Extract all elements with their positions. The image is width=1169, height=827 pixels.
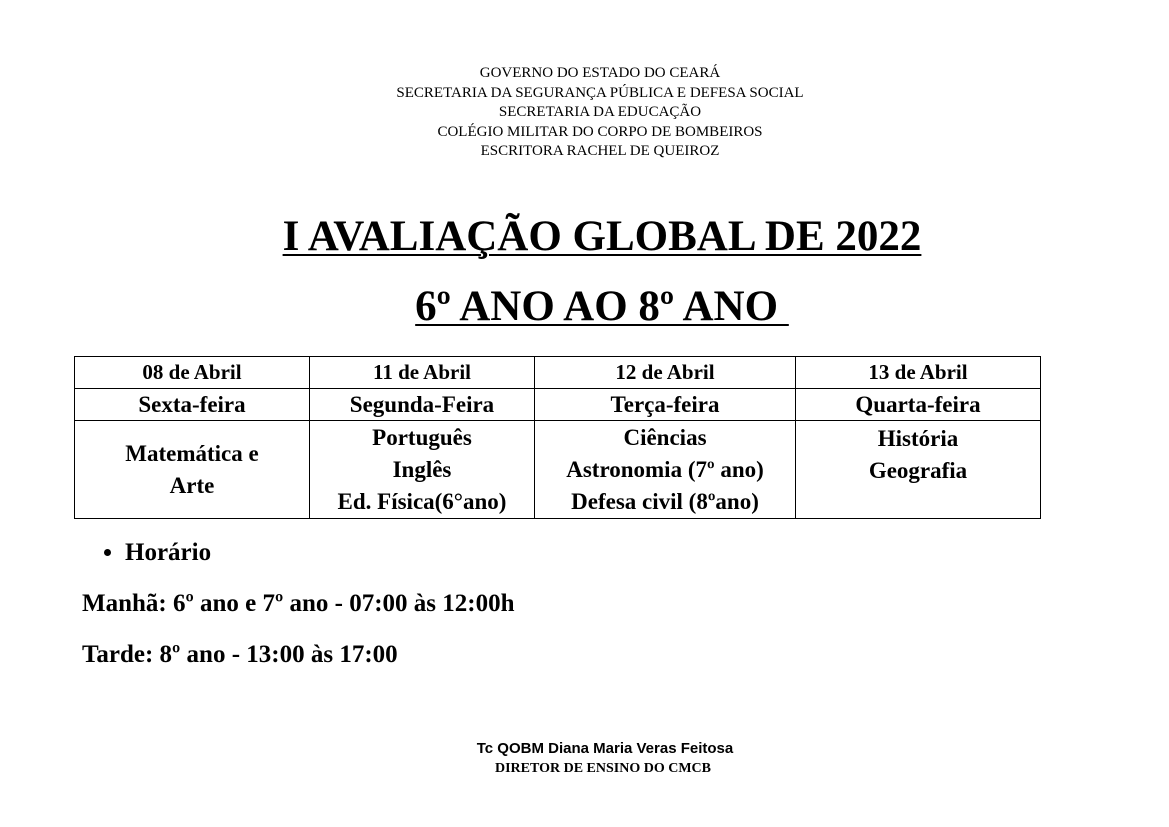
signature-name: Tc QOBM Diana Maria Veras Feitosa [476, 740, 734, 757]
table-row-subjects [75, 421, 1041, 519]
bullet-icon [104, 549, 111, 556]
subjects-cell [75, 421, 310, 519]
subject-line: Geografia [868, 458, 968, 483]
table-row-dates [75, 357, 1041, 389]
weekday-cell: Terça-feira [535, 389, 796, 421]
subject-line: Ciências [623, 424, 707, 450]
exam-schedule-table [74, 356, 1041, 519]
morning-schedule: Manhã: 6º ano e 7º ano - 07:00 às 12:00h [82, 590, 515, 617]
subject-line: Matemática e [125, 440, 259, 466]
subject-line: Astronomia (7º ano) [566, 456, 764, 482]
document-subtitle: 6º ANO AO 8º ANO [415, 283, 789, 330]
document-header [0, 64, 1169, 162]
table-row-weekdays [75, 389, 1041, 421]
horario-label: Horário [125, 539, 212, 566]
date-cell: 12 de Abril [535, 357, 796, 389]
date-cell: 13 de Abril [796, 357, 1041, 389]
weekday-cell: Segunda-Feira [310, 389, 535, 421]
signature-role: DIRETOR DE ENSINO DO CMCB [495, 761, 711, 776]
header-line-government: GOVERNO DO ESTADO DO CEARÁ [479, 65, 721, 81]
header-line-education-secretariat: SECRETARIA DA EDUCAÇÃO [498, 104, 702, 120]
subject-line: Arte [169, 472, 215, 498]
document-title: I AVALIAÇÃO GLOBAL DE 2022 [282, 213, 922, 260]
schedule-time-heading [104, 539, 211, 567]
header-line-college: COLÉGIO MILITAR DO CORPO DE BOMBEIROS [437, 123, 763, 140]
date-cell: 11 de Abril [310, 357, 535, 389]
weekday-cell: Quarta-feira [796, 389, 1041, 421]
header-line-college-patron: ESCRITORA RACHEL DE QUEIROZ [480, 143, 720, 159]
weekday-cell: Sexta-feira [75, 389, 310, 421]
subjects-cell [535, 421, 796, 519]
subject-line: Ed. Física(6°ano) [337, 488, 507, 514]
subject-line: Defesa civil (8ºano) [571, 488, 759, 514]
afternoon-schedule: Tarde: 8º ano - 13:00 às 17:00 [82, 641, 398, 668]
subject-line: História [877, 426, 959, 451]
subjects-cell [796, 421, 1041, 519]
subject-line: Português [372, 424, 472, 450]
date-cell: 08 de Abril [75, 357, 310, 389]
subjects-cell [310, 421, 535, 519]
header-line-security-secretariat: SECRETARIA DA SEGURANÇA PÚBLICA E DEFESA SOCIAL [396, 84, 804, 101]
subject-line: Inglês [392, 456, 452, 482]
